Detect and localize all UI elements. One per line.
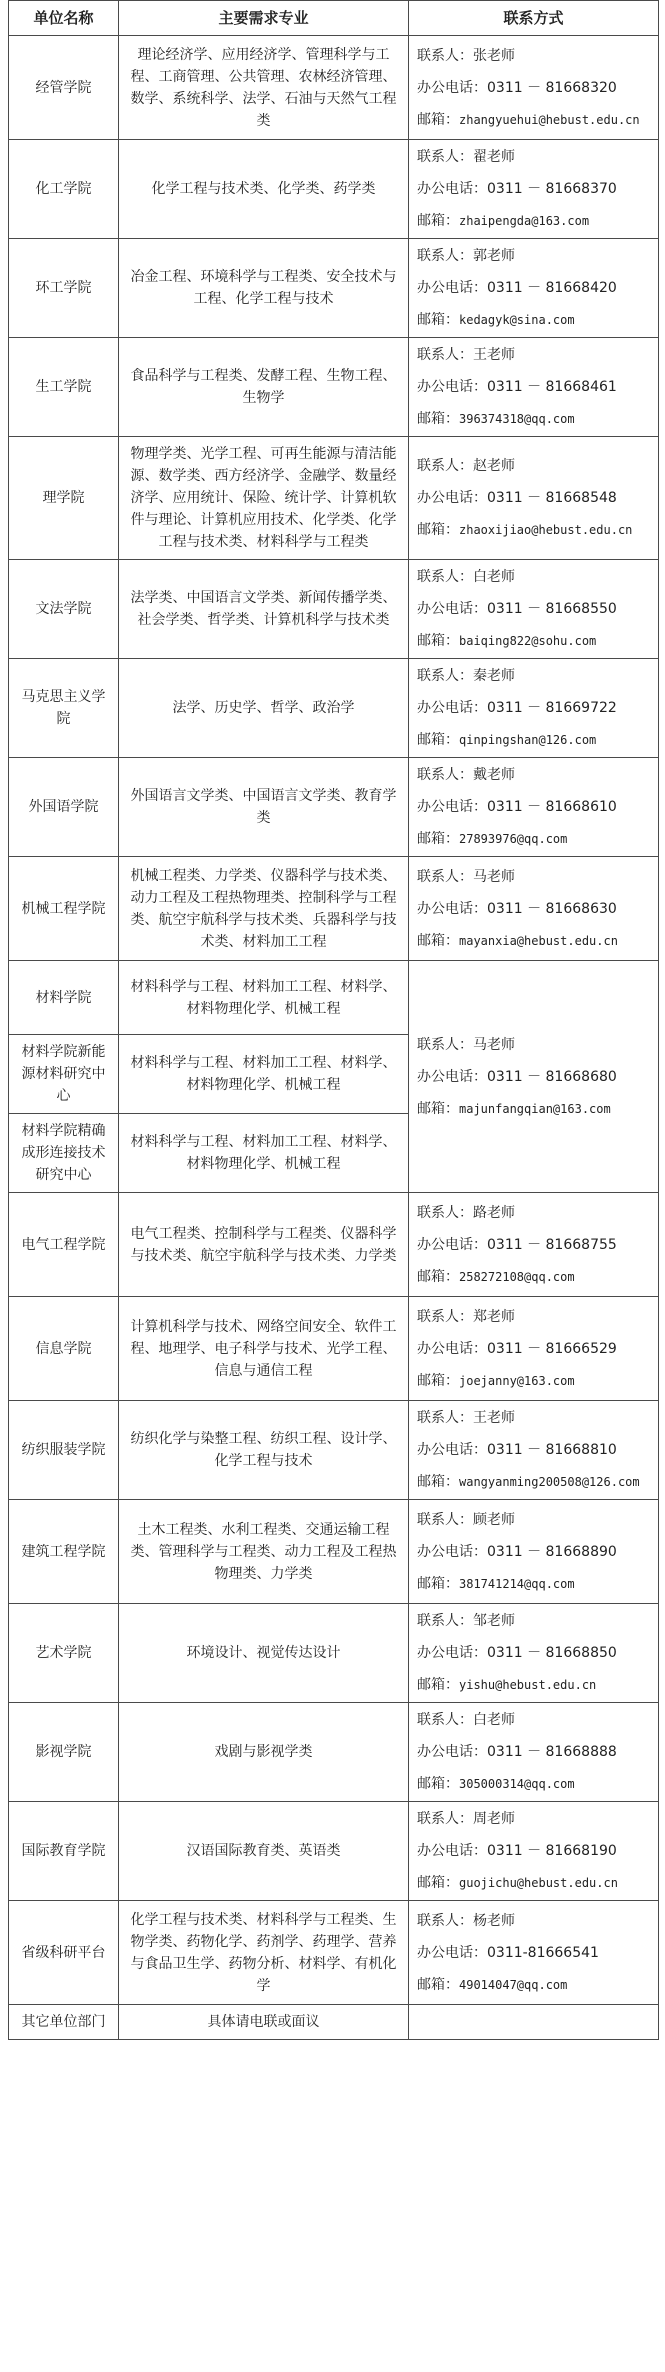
email xyxy=(417,828,650,850)
required-majors: 汉语国际教育类、英语类 xyxy=(119,1802,409,1901)
office-phone-label: 办公电话： xyxy=(417,1744,487,1760)
email xyxy=(417,1674,650,1696)
required-majors: 具体请电联或面议 xyxy=(119,2005,409,2040)
contact-person-value: 郭老师 xyxy=(473,248,515,264)
office-phone xyxy=(417,1942,650,1964)
table-row xyxy=(9,36,659,140)
contact-person-label: 联系人： xyxy=(417,1912,473,1929)
header-unit: 单位名称 xyxy=(9,1,119,36)
contact-person-value: 白老师 xyxy=(473,1712,515,1728)
office-phone-value: 0311 － 81668548 xyxy=(487,490,617,506)
email-value[interactable]: zhangyuehui@hebust.edu.cn xyxy=(459,112,640,127)
office-phone-value: 0311 － 81668680 xyxy=(487,1068,617,1085)
unit-name: 外国语学院 xyxy=(9,758,119,857)
office-phone xyxy=(417,796,650,818)
contact-cell xyxy=(409,140,659,239)
office-phone xyxy=(417,598,650,620)
contact-person-label: 联系人： xyxy=(417,47,473,64)
table-row xyxy=(9,857,659,961)
table-row xyxy=(9,437,659,560)
office-phone-label: 办公电话： xyxy=(417,1442,487,1458)
contact-person xyxy=(417,344,650,366)
office-phone-value: 0311 － 81668810 xyxy=(487,1442,617,1458)
office-phone-label: 办公电话： xyxy=(417,280,487,296)
office-phone-label: 办公电话： xyxy=(417,1645,487,1661)
required-majors: 化学工程与技术类、材料科学与工程类、生物学类、药物化学、药剂学、药理学、营养与食品卫生学、药物分析、材料学、有机化学 xyxy=(119,1901,409,2005)
office-phone xyxy=(417,1338,650,1360)
contact-person-label: 联系人： xyxy=(417,668,473,684)
table-row xyxy=(9,1703,659,1802)
table-row xyxy=(9,1500,659,1604)
unit-name: 理学院 xyxy=(9,437,119,560)
contact-cell xyxy=(409,36,659,140)
office-phone-value: 0311 － 81668610 xyxy=(487,799,617,815)
email-value[interactable]: guojichu@hebust.edu.cn xyxy=(459,1876,618,1890)
contact-cell xyxy=(409,1604,659,1703)
unit-name: 艺术学院 xyxy=(9,1604,119,1703)
email-value[interactable]: zhaipengda@163.com xyxy=(459,214,590,228)
unit-name: 纺织服装学院 xyxy=(9,1401,119,1500)
contact-person xyxy=(417,1202,650,1224)
unit-name: 化工学院 xyxy=(9,140,119,239)
email-value[interactable]: qinpingshan@126.com xyxy=(459,733,597,747)
office-phone xyxy=(417,1642,650,1664)
header-row xyxy=(9,1,659,36)
email-value[interactable]: baiqing822@sohu.com xyxy=(459,634,597,648)
email-value[interactable]: joejanny@163.com xyxy=(459,1373,575,1388)
contact-cell xyxy=(409,560,659,659)
email-label: 邮箱： xyxy=(417,1875,459,1891)
contact-person xyxy=(417,1407,650,1429)
unit-name: 材料学院精确成形连接技术研究中心 xyxy=(9,1114,119,1193)
table-row xyxy=(9,1401,659,1500)
contact-person-label: 联系人： xyxy=(417,458,473,474)
required-majors: 计算机科学与技术、网络空间安全、软件工程、地理学、电子科学与技术、光学工程、信息与通信工程 xyxy=(119,1297,409,1401)
office-phone xyxy=(417,1066,650,1088)
contact-person-value: 杨老师 xyxy=(473,1912,515,1929)
office-phone-value: 0311-81666541 xyxy=(487,1944,599,1961)
email-value[interactable]: 258272108@qq.com xyxy=(459,1269,575,1284)
office-phone-value: 0311 － 81668420 xyxy=(487,280,617,296)
contact-person xyxy=(417,566,650,588)
contact-person xyxy=(417,1509,650,1531)
office-phone xyxy=(417,1840,650,1862)
required-majors: 纺织化学与染整工程、纺织工程、设计学、化学工程与技术 xyxy=(119,1401,409,1500)
contact-person-label: 联系人： xyxy=(417,149,473,165)
unit-name: 国际教育学院 xyxy=(9,1802,119,1901)
required-majors: 理论经济学、应用经济学、管理科学与工程、工商管理、公共管理、农林经济管理、数学、系统科学、法学、石油与天然气工程类 xyxy=(119,36,409,140)
office-phone-value: 0311 － 81668370 xyxy=(487,181,617,197)
office-phone-label: 办公电话： xyxy=(417,1843,487,1859)
office-phone-label: 办公电话： xyxy=(417,799,487,815)
email xyxy=(417,309,650,331)
required-majors: 土木工程类、水利工程类、交通运输工程类、管理科学与工程类、动力工程及工程热物理类、力学类 xyxy=(119,1500,409,1604)
email-label: 邮箱： xyxy=(417,1776,459,1792)
required-majors: 外国语言文学类、中国语言文学类、教育学类 xyxy=(119,758,409,857)
office-phone xyxy=(417,376,650,398)
contact-person-value: 王老师 xyxy=(473,1410,515,1426)
contact-person-label: 联系人： xyxy=(417,569,473,585)
unit-name: 经管学院 xyxy=(9,36,119,140)
contact-person-label: 联系人： xyxy=(417,1036,473,1053)
required-majors: 机械工程类、力学类、仪器科学与技术类、动力工程及工程热物理类、控制科学与工程类、航空宇航科学与技术类、兵器科学与技术类、材料加工工程 xyxy=(119,857,409,961)
email xyxy=(417,930,650,952)
email-label: 邮箱： xyxy=(417,932,459,949)
email-label: 邮箱： xyxy=(417,213,459,229)
unit-name: 电气工程学院 xyxy=(9,1193,119,1297)
email xyxy=(417,1974,650,1996)
contact-person xyxy=(417,1034,650,1056)
contact-person-value: 白老师 xyxy=(473,569,515,585)
email-value[interactable]: yishu@hebust.edu.cn xyxy=(459,1678,597,1692)
header-contact: 联系方式 xyxy=(409,1,659,36)
email-value[interactable]: mayanxia@hebust.edu.cn xyxy=(459,933,618,948)
required-majors: 材料科学与工程、材料加工工程、材料学、材料物理化学、机械工程 xyxy=(119,1114,409,1193)
table-row xyxy=(9,1297,659,1401)
office-phone xyxy=(417,77,650,99)
contact-cell xyxy=(409,659,659,758)
contact-cell xyxy=(409,1193,659,1297)
contact-person xyxy=(417,455,650,477)
table-row xyxy=(9,338,659,437)
required-majors: 戏剧与影视学类 xyxy=(119,1703,409,1802)
email-label: 邮箱： xyxy=(417,111,459,128)
email-value[interactable]: 396374318@qq.com xyxy=(459,412,575,426)
office-phone-value: 0311 － 81668550 xyxy=(487,601,617,617)
contact-person-label: 联系人： xyxy=(417,347,473,363)
email-label: 邮箱： xyxy=(417,1100,459,1117)
contact-person-label: 联系人： xyxy=(417,767,473,783)
office-phone-value: 0311 － 81668190 xyxy=(487,1843,617,1859)
contact-person-label: 联系人： xyxy=(417,1712,473,1728)
contact-person-label: 联系人： xyxy=(417,868,473,885)
email-value[interactable]: 49014047@qq.com xyxy=(459,1977,568,1992)
contact-person xyxy=(417,146,650,168)
email xyxy=(417,109,650,131)
contact-person-value: 马老师 xyxy=(473,868,515,885)
contact-cell xyxy=(409,1401,659,1500)
contact-cell xyxy=(409,338,659,437)
contact-person-label: 联系人： xyxy=(417,1511,473,1528)
email xyxy=(417,1471,650,1493)
unit-name: 影视学院 xyxy=(9,1703,119,1802)
contact-cell xyxy=(409,1802,659,1901)
office-phone-value: 0311 － 81668630 xyxy=(487,900,617,917)
required-majors: 材料科学与工程、材料加工工程、材料学、材料物理化学、机械工程 xyxy=(119,1035,409,1114)
email-label: 邮箱： xyxy=(417,1268,459,1285)
email-value[interactable]: 381741214@qq.com xyxy=(459,1576,575,1591)
email xyxy=(417,519,650,541)
table-row xyxy=(9,659,659,758)
unit-name: 机械工程学院 xyxy=(9,857,119,961)
office-phone xyxy=(417,487,650,509)
unit-name: 生工学院 xyxy=(9,338,119,437)
contact-cell xyxy=(409,437,659,560)
email-value[interactable]: 27893976@qq.com xyxy=(459,832,568,846)
office-phone-value: 0311 － 81668461 xyxy=(487,379,617,395)
office-phone-label: 办公电话： xyxy=(417,379,487,395)
office-phone-label: 办公电话： xyxy=(417,700,487,716)
contact-person-label: 联系人： xyxy=(417,1613,473,1629)
email xyxy=(417,1370,650,1392)
contact-cell xyxy=(409,1703,659,1802)
contact-cell xyxy=(409,1500,659,1604)
office-phone xyxy=(417,1234,650,1256)
required-majors: 化学工程与技术类、化学类、药学类 xyxy=(119,140,409,239)
contact-person-label: 联系人： xyxy=(417,1811,473,1827)
required-majors: 法学、历史学、哲学、政治学 xyxy=(119,659,409,758)
office-phone xyxy=(417,697,650,719)
contact-person xyxy=(417,1910,650,1932)
office-phone-value: 0311 － 81668320 xyxy=(487,79,617,96)
contact-person-value: 翟老师 xyxy=(473,149,515,165)
contact-person xyxy=(417,1709,650,1731)
email-label: 邮箱： xyxy=(417,1575,459,1592)
unit-name: 马克思主义学院 xyxy=(9,659,119,758)
table-row xyxy=(9,140,659,239)
table-row xyxy=(9,758,659,857)
contact-person xyxy=(417,665,650,687)
header-major: 主要需求专业 xyxy=(119,1,409,36)
required-majors: 冶金工程、环境科学与工程类、安全技术与工程、化学工程与技术 xyxy=(119,239,409,338)
email xyxy=(417,1872,650,1894)
office-phone-label: 办公电话： xyxy=(417,1944,487,1961)
email-value[interactable]: kedagyk@sina.com xyxy=(459,313,575,327)
email xyxy=(417,1573,650,1595)
contact-cell-empty xyxy=(409,2005,659,2040)
email-label: 邮箱： xyxy=(417,1677,459,1693)
office-phone-value: 0311 － 81668755 xyxy=(487,1236,617,1253)
contact-person xyxy=(417,45,650,67)
contact-person xyxy=(417,1808,650,1830)
office-phone xyxy=(417,898,650,920)
contact-person xyxy=(417,764,650,786)
contact-person-value: 郑老师 xyxy=(473,1308,515,1325)
required-majors: 法学类、中国语言文学类、新闻传播学类、社会学类、哲学类、计算机科学与技术类 xyxy=(119,560,409,659)
email xyxy=(417,1098,650,1120)
office-phone-value: 0311 － 81668890 xyxy=(487,1543,617,1560)
contact-person-value: 邹老师 xyxy=(473,1613,515,1629)
email-value[interactable]: 305000314@qq.com xyxy=(459,1777,575,1791)
office-phone-value: 0311 － 81668850 xyxy=(487,1645,617,1661)
table-row xyxy=(9,961,659,1035)
contact-person-value: 秦老师 xyxy=(473,668,515,684)
table-row xyxy=(9,560,659,659)
required-majors: 环境设计、视觉传达设计 xyxy=(119,1604,409,1703)
table-row xyxy=(9,1604,659,1703)
email-label: 邮箱： xyxy=(417,411,459,427)
contact-person-value: 赵老师 xyxy=(473,458,515,474)
table-row xyxy=(9,1901,659,2005)
unit-name: 环工学院 xyxy=(9,239,119,338)
email-value[interactable]: zhaoxijiao@hebust.edu.cn xyxy=(459,523,633,537)
contact-person-value: 路老师 xyxy=(473,1204,515,1221)
contact-person-value: 顾老师 xyxy=(473,1511,515,1528)
email-label: 邮箱： xyxy=(417,831,459,847)
office-phone xyxy=(417,1741,650,1763)
office-phone-label: 办公电话： xyxy=(417,601,487,617)
contact-person-value: 王老师 xyxy=(473,347,515,363)
email-label: 邮箱： xyxy=(417,1474,459,1490)
office-phone xyxy=(417,1541,650,1563)
email-label: 邮箱： xyxy=(417,522,459,538)
email-value[interactable]: majunfangqian@163.com xyxy=(459,1101,611,1116)
contact-person-value: 张老师 xyxy=(473,47,515,64)
office-phone-label: 办公电话： xyxy=(417,79,487,96)
office-phone-value: 0311 － 81666529 xyxy=(487,1340,617,1357)
office-phone-label: 办公电话： xyxy=(417,1068,487,1085)
required-majors: 食品科学与工程类、发酵工程、生物工程、生物学 xyxy=(119,338,409,437)
contact-person xyxy=(417,1610,650,1632)
email-value[interactable]: wangyanming200508@126.com xyxy=(459,1475,640,1489)
table-body xyxy=(9,36,659,2040)
table-row xyxy=(9,1193,659,1297)
table-row xyxy=(9,239,659,338)
office-phone-value: 0311 － 81668888 xyxy=(487,1744,617,1760)
email xyxy=(417,1773,650,1795)
office-phone xyxy=(417,178,650,200)
unit-name: 信息学院 xyxy=(9,1297,119,1401)
contact-person xyxy=(417,245,650,267)
required-majors: 材料科学与工程、材料加工工程、材料学、材料物理化学、机械工程 xyxy=(119,961,409,1035)
office-phone-label: 办公电话： xyxy=(417,1236,487,1253)
email xyxy=(417,729,650,751)
email-label: 邮箱： xyxy=(417,732,459,748)
office-phone xyxy=(417,277,650,299)
contact-cell xyxy=(409,857,659,961)
contact-person-label: 联系人： xyxy=(417,1204,473,1221)
required-majors: 物理学类、光学工程、可再生能源与清洁能源、数学类、西方经济学、金融学、数量经济学、应用统计、保险、统计学、计算机软件与理论、计算机应用技术、化学类、化学工程与技术类、材料科学与工程类 xyxy=(119,437,409,560)
unit-name: 省级科研平台 xyxy=(9,1901,119,2005)
email xyxy=(417,630,650,652)
email xyxy=(417,210,650,232)
required-majors: 电气工程类、控制科学与工程类、仪器科学与技术类、航空宇航科学与技术类、力学类 xyxy=(119,1193,409,1297)
contact-person-value: 戴老师 xyxy=(473,767,515,783)
email xyxy=(417,1266,650,1288)
office-phone xyxy=(417,1439,650,1461)
office-phone-label: 办公电话： xyxy=(417,490,487,506)
contact-cell xyxy=(409,1901,659,2005)
contact-person-label: 联系人： xyxy=(417,248,473,264)
table-row xyxy=(9,2005,659,2040)
office-phone-value: 0311 － 81669722 xyxy=(487,700,617,716)
unit-name: 文法学院 xyxy=(9,560,119,659)
email xyxy=(417,408,650,430)
unit-name: 材料学院 xyxy=(9,961,119,1035)
contact-cell xyxy=(409,239,659,338)
office-phone-label: 办公电话： xyxy=(417,1543,487,1560)
email-label: 邮箱： xyxy=(417,633,459,649)
email-label: 邮箱： xyxy=(417,312,459,328)
office-phone-label: 办公电话： xyxy=(417,900,487,917)
contact-person-value: 周老师 xyxy=(473,1811,515,1827)
contact-cell xyxy=(409,961,659,1193)
email-label: 邮箱： xyxy=(417,1976,459,1993)
recruitment-table xyxy=(8,0,659,2040)
contact-person xyxy=(417,866,650,888)
contact-cell xyxy=(409,1297,659,1401)
office-phone-label: 办公电话： xyxy=(417,1340,487,1357)
contact-cell xyxy=(409,758,659,857)
office-phone-label: 办公电话： xyxy=(417,181,487,197)
contact-person-label: 联系人： xyxy=(417,1410,473,1426)
contact-person-value: 马老师 xyxy=(473,1036,515,1053)
contact-person xyxy=(417,1306,650,1328)
contact-person-label: 联系人： xyxy=(417,1308,473,1325)
unit-name: 其它单位部门 xyxy=(9,2005,119,2040)
unit-name: 材料学院新能源材料研究中心 xyxy=(9,1035,119,1114)
unit-name: 建筑工程学院 xyxy=(9,1500,119,1604)
table-row xyxy=(9,1802,659,1901)
email-label: 邮箱： xyxy=(417,1372,459,1389)
